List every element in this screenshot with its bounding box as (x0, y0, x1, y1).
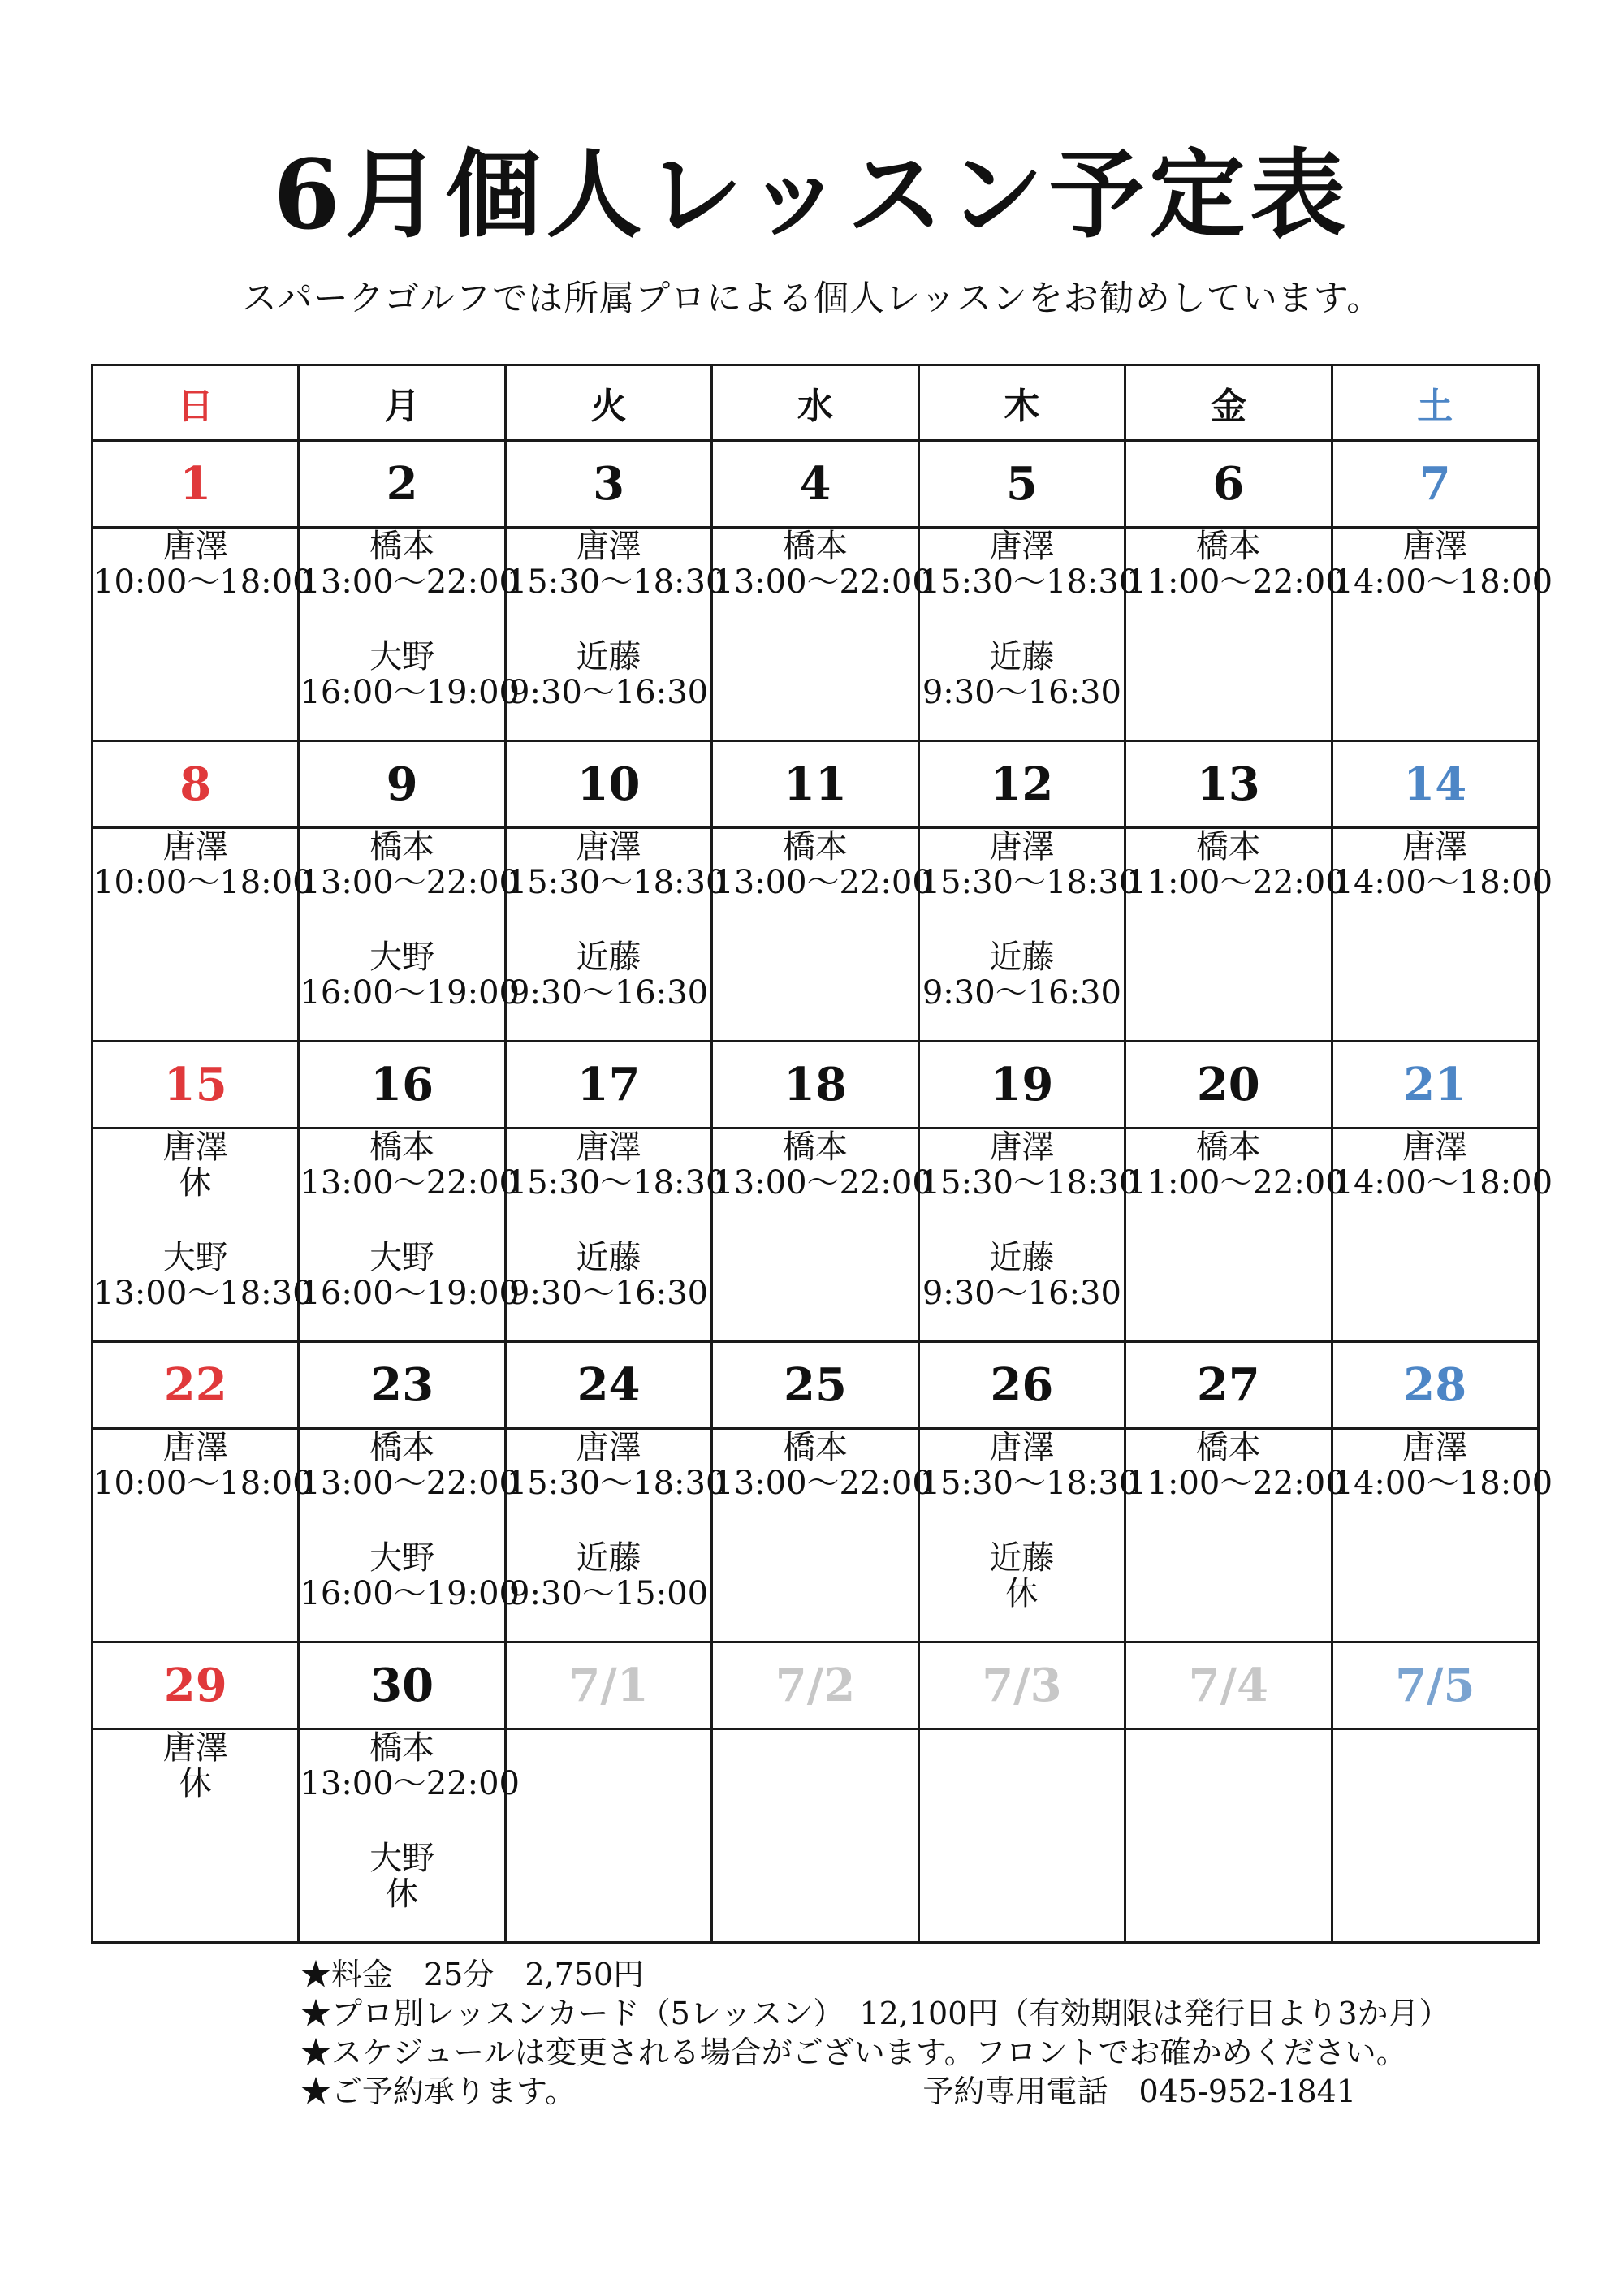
lesson-time: 15:30～18:30 (919, 864, 1140, 901)
lesson-cell (505, 1129, 727, 1342)
lesson-entry (506, 1129, 727, 1202)
instructor-name: 近藤 (576, 1239, 641, 1276)
date-cell: 26 (918, 1342, 1125, 1429)
lesson-entry (506, 1429, 727, 1502)
instructor-name: 唐澤 (162, 828, 228, 865)
date-cell: 7/4 (1125, 1642, 1332, 1729)
date-cell: 27 (1125, 1342, 1332, 1429)
date-cell: 14 (1332, 741, 1538, 828)
reservation-phone: 予約専用電話 045-952-1841 (922, 2074, 1356, 2109)
lesson-cell (1125, 828, 1346, 1042)
lesson-cell (505, 1429, 727, 1642)
lesson-cell (505, 1729, 711, 1943)
lesson-entry (506, 828, 727, 901)
lesson-entry (93, 528, 313, 601)
lesson-cell (93, 828, 313, 1042)
lesson-entry (300, 1129, 520, 1202)
instructor-name: 唐澤 (576, 828, 641, 865)
lesson-time: 10:00～18:00 (93, 864, 313, 901)
instructor-name: 橋本 (1195, 828, 1261, 865)
lesson-entry (713, 528, 933, 601)
lesson-time: 16:00～19:00 (300, 1575, 520, 1612)
lesson-time: 10:00～18:00 (93, 563, 313, 601)
lesson-time: 15:30～18:30 (919, 563, 1140, 601)
lesson-entry (506, 528, 727, 601)
lesson-time: 16:00～19:00 (300, 1275, 520, 1312)
instructor-name: 橋本 (369, 1429, 435, 1466)
lesson-entry (1126, 1129, 1346, 1202)
date-cell: 18 (712, 1042, 918, 1129)
lesson-time: 16:00～19:00 (300, 974, 520, 1012)
date-cell: 7/3 (918, 1642, 1125, 1729)
instructor-name: 橋本 (782, 828, 848, 865)
instructor-name: 唐澤 (162, 528, 228, 565)
instructor-name: 橋本 (782, 1129, 848, 1166)
instructor-name: 橋本 (1195, 1129, 1261, 1166)
date-cell: 11 (712, 741, 918, 828)
lesson-time: 15:30～18:30 (506, 563, 727, 601)
lesson-entry (93, 1429, 313, 1502)
date-cell: 6 (1125, 441, 1332, 528)
date-cell: 9 (299, 741, 505, 828)
lesson-cell (1332, 1429, 1553, 1642)
instructor-name: 近藤 (576, 1539, 641, 1577)
lesson-cell (299, 1729, 520, 1943)
lesson-cell (918, 1729, 1125, 1943)
lesson-time: 11:00～22:00 (1126, 563, 1346, 601)
lesson-entry (1126, 528, 1346, 601)
lesson-cell (93, 1729, 299, 1943)
instructor-name: 橋本 (1195, 528, 1261, 565)
instructor-name: 近藤 (989, 1239, 1055, 1276)
lesson-entry (919, 528, 1140, 601)
instructor-name: 大野 (369, 939, 435, 976)
lesson-entry (1126, 828, 1346, 901)
lesson-entry (920, 1240, 1124, 1311)
lesson-time: 13:00～22:00 (300, 563, 520, 601)
instructor-name: 唐澤 (1402, 1129, 1468, 1166)
lesson-entry (300, 939, 520, 1012)
lesson-row (93, 1729, 1539, 1943)
instructor-name: 近藤 (576, 638, 641, 675)
instructor-name: 唐澤 (162, 1429, 228, 1466)
lesson-entry (300, 1429, 520, 1502)
lesson-time: 14:00～18:00 (1332, 864, 1553, 901)
lesson-entry (920, 1540, 1124, 1612)
date-row (93, 441, 1539, 528)
lesson-time: 15:30～18:30 (506, 1164, 727, 1202)
lesson-time: 15:30～18:30 (506, 864, 727, 901)
lesson-time: 休 (386, 1875, 419, 1913)
lesson-entry (713, 1129, 933, 1202)
lesson-entry (507, 1240, 710, 1311)
lesson-time: 9:30～16:30 (922, 974, 1121, 1012)
lesson-entry (920, 639, 1124, 710)
lesson-cell (299, 1129, 520, 1342)
lesson-entry (93, 1730, 297, 1802)
lesson-entry (1332, 528, 1553, 601)
lesson-time: 13:00～22:00 (713, 1164, 933, 1202)
instructor-name: 唐澤 (1402, 528, 1468, 565)
lesson-time: 休 (179, 1765, 212, 1802)
lesson-time: 15:30～18:30 (919, 1164, 1140, 1202)
lesson-cell (299, 528, 520, 741)
instructor-name: 唐澤 (162, 1129, 228, 1166)
lesson-cell (1332, 828, 1553, 1042)
lesson-entry (919, 1429, 1140, 1502)
note-schedule (300, 2033, 1407, 2072)
lesson-entry (1332, 828, 1553, 901)
note-card (300, 1994, 1450, 2033)
lesson-time: 9:30～16:30 (922, 1275, 1121, 1312)
date-cell: 5 (918, 441, 1125, 528)
date-cell: 17 (505, 1042, 711, 1129)
lesson-row (93, 1429, 1539, 1642)
lesson-cell (93, 1429, 313, 1642)
instructor-name: 唐澤 (576, 1129, 641, 1166)
lesson-time: 14:00～18:00 (1332, 1465, 1553, 1502)
instructor-name: 唐澤 (989, 828, 1055, 865)
lesson-time: 13:00～22:00 (300, 1164, 520, 1202)
instructor-name: 近藤 (989, 638, 1055, 675)
weekday-friday: 金 (1125, 365, 1332, 441)
lesson-entry (300, 528, 520, 601)
lesson-entry (919, 1129, 1140, 1202)
lesson-time: 11:00～22:00 (1126, 1164, 1346, 1202)
instructor-name: 大野 (369, 1239, 435, 1276)
lesson-cell (93, 1129, 313, 1342)
lesson-time: 9:30～15:00 (509, 1575, 709, 1612)
instructor-name: 橋本 (782, 528, 848, 565)
page-subtitle: スパークゴルフでは所属プロによる個人レッスンをお勧めしています。 (241, 278, 1383, 319)
lesson-calendar (91, 364, 1553, 1944)
note-reservation (300, 2072, 1356, 2111)
date-cell: 30 (299, 1642, 505, 1729)
lesson-entry (300, 1239, 520, 1312)
date-cell: 10 (505, 741, 711, 828)
lesson-cell (1332, 528, 1553, 741)
notes (300, 1955, 1450, 2111)
instructor-name: 大野 (369, 1539, 435, 1577)
lesson-row (93, 1129, 1539, 1342)
lesson-time: 15:30～18:30 (919, 1465, 1140, 1502)
date-cell: 3 (505, 441, 711, 528)
lesson-cell (1125, 1129, 1346, 1342)
lesson-time: 10:00～18:00 (93, 1465, 313, 1502)
date-cell: 7/2 (712, 1642, 918, 1729)
date-cell: 20 (1125, 1042, 1332, 1129)
date-cell: 25 (712, 1342, 918, 1429)
lesson-cell (505, 828, 727, 1042)
date-cell: 22 (93, 1342, 299, 1429)
instructor-name: 唐澤 (162, 1729, 228, 1767)
instructor-name: 橋本 (1195, 1429, 1261, 1466)
date-row (93, 741, 1539, 828)
lesson-entry (919, 828, 1140, 901)
lesson-entry (300, 1539, 520, 1612)
instructor-name: 橋本 (369, 1129, 435, 1166)
instructor-name: 近藤 (576, 939, 641, 976)
lesson-time: 13:00～22:00 (713, 1465, 933, 1502)
lesson-cell (93, 528, 313, 741)
weekday-tuesday: 火 (505, 365, 711, 441)
lesson-cell (712, 1729, 918, 1943)
lesson-time: 休 (1005, 1575, 1039, 1612)
note-card-text: ★プロ別レッスンカード（5レッスン） 12,100円（有効期限は発行日より3か月） (300, 1996, 1450, 2031)
date-cell: 28 (1332, 1342, 1538, 1429)
instructor-name: 唐澤 (1402, 828, 1468, 865)
weekday-thursday: 木 (918, 365, 1125, 441)
lesson-entry (713, 1429, 933, 1502)
lesson-entry (920, 939, 1124, 1011)
lesson-cell (918, 1129, 1140, 1342)
instructor-name: 大野 (369, 1840, 435, 1877)
date-cell: 16 (299, 1042, 505, 1129)
lesson-entry (507, 1540, 710, 1612)
date-cell: 23 (299, 1342, 505, 1429)
lesson-time: 13:00～22:00 (300, 864, 520, 901)
date-cell: 1 (93, 441, 299, 528)
lesson-time: 14:00～18:00 (1332, 1164, 1553, 1202)
lesson-entry (507, 939, 710, 1011)
lesson-cell (299, 828, 520, 1042)
date-cell: 2 (299, 441, 505, 528)
date-cell: 7/5 (1332, 1642, 1538, 1729)
lesson-cell (918, 1429, 1140, 1642)
date-cell: 7/1 (505, 1642, 711, 1729)
note-reservation-text: ★ご予約承ります。 (300, 2074, 576, 2109)
date-row (93, 1342, 1539, 1429)
lesson-time: 9:30～16:30 (509, 974, 709, 1012)
lesson-time: 11:00～22:00 (1126, 1465, 1346, 1502)
lesson-entry (93, 828, 313, 901)
date-cell: 7 (1332, 441, 1538, 528)
lesson-cell (712, 528, 933, 741)
lesson-time: 15:30～18:30 (506, 1465, 727, 1502)
instructor-name: 唐澤 (1402, 1429, 1468, 1466)
calendar-body (93, 441, 1553, 1943)
lesson-time: 13:00～22:00 (300, 1465, 520, 1502)
lesson-entry (300, 1729, 520, 1802)
lesson-cell (918, 828, 1140, 1042)
lesson-entry (300, 1841, 503, 1912)
instructor-name: 橋本 (369, 1729, 435, 1767)
lesson-time: 13:00～22:00 (713, 563, 933, 601)
date-cell: 12 (918, 741, 1125, 828)
instructor-name: 橋本 (369, 528, 435, 565)
lesson-cell (918, 528, 1140, 741)
lesson-cell (1125, 1729, 1332, 1943)
date-cell: 4 (712, 441, 918, 528)
lesson-cell (1332, 1729, 1538, 1943)
weekday-monday: 月 (299, 365, 505, 441)
date-cell: 13 (1125, 741, 1332, 828)
lesson-cell (1125, 528, 1346, 741)
lesson-time: 11:00～22:00 (1126, 864, 1346, 901)
lesson-time: 13:00～18:30 (93, 1275, 313, 1312)
date-cell: 24 (505, 1342, 711, 1429)
weekday-wednesday: 水 (712, 365, 918, 441)
lesson-time: 9:30～16:30 (509, 674, 709, 711)
instructor-name: 大野 (369, 638, 435, 675)
instructor-name: 唐澤 (989, 1429, 1055, 1466)
lesson-entry (300, 638, 520, 711)
lesson-cell (505, 528, 727, 741)
date-cell: 21 (1332, 1042, 1538, 1129)
lesson-entry (507, 639, 710, 710)
note-schedule-text: ★スケジュールは変更される場合がございます。フロントでお確かめください。 (300, 2035, 1407, 2070)
date-cell: 15 (93, 1042, 299, 1129)
instructor-name: 唐澤 (576, 1429, 641, 1466)
lesson-cell (712, 828, 933, 1042)
lesson-row (93, 828, 1539, 1042)
lesson-time: 16:00～19:00 (300, 674, 520, 711)
instructor-name: 唐澤 (989, 528, 1055, 565)
lesson-time: 14:00～18:00 (1332, 563, 1553, 601)
instructor-name: 橋本 (782, 1429, 848, 1466)
page-title: 6月個人レッスン予定表 (273, 138, 1351, 251)
date-cell: 8 (93, 741, 299, 828)
instructor-name: 唐澤 (989, 1129, 1055, 1166)
lesson-cell (1125, 1429, 1346, 1642)
lesson-time: 13:00～22:00 (300, 1765, 520, 1802)
lesson-cell (1332, 1129, 1553, 1342)
lesson-entry (1332, 1129, 1553, 1202)
instructor-name: 近藤 (989, 1539, 1055, 1577)
lesson-entry (93, 1129, 297, 1201)
lesson-time: 9:30～16:30 (922, 674, 1121, 711)
lesson-entry (1126, 1429, 1346, 1502)
date-cell: 29 (93, 1642, 299, 1729)
weekday-saturday: 土 (1332, 365, 1538, 441)
lesson-time: 9:30～16:30 (509, 1275, 709, 1312)
date-row (93, 1042, 1539, 1129)
lesson-entry (713, 828, 933, 901)
note-fee-text: ★料金 25分 2,750円 (300, 1957, 645, 1992)
instructor-name: 橋本 (369, 828, 435, 865)
date-cell: 19 (918, 1042, 1125, 1129)
lesson-entry (300, 828, 520, 901)
instructor-name: 大野 (162, 1239, 228, 1276)
weekday-sunday: 日 (93, 365, 299, 441)
lesson-time: 休 (179, 1164, 212, 1202)
lesson-row (93, 528, 1539, 741)
lesson-cell (712, 1429, 933, 1642)
lesson-entry (1332, 1429, 1553, 1502)
instructor-name: 近藤 (989, 939, 1055, 976)
date-row (93, 1642, 1539, 1729)
instructor-name: 唐澤 (576, 528, 641, 565)
lesson-cell (299, 1429, 520, 1642)
lesson-time: 13:00～22:00 (713, 864, 933, 901)
lesson-cell (712, 1129, 933, 1342)
weekday-header-row (93, 365, 1539, 441)
note-fee (300, 1955, 1356, 1994)
lesson-entry (93, 1239, 313, 1312)
